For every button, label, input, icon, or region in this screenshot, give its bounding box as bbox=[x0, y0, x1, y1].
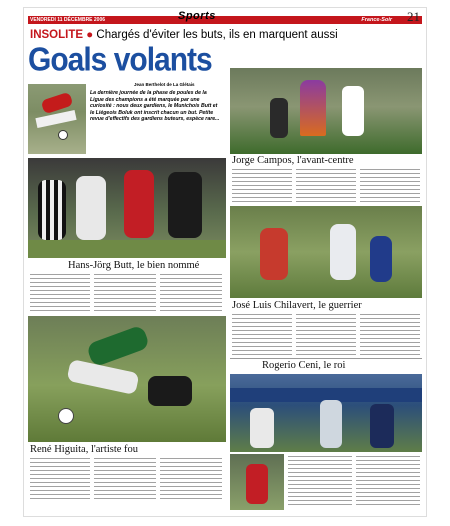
photo-goalkeeper-dive bbox=[28, 84, 86, 154]
article-text-campos-3 bbox=[360, 169, 420, 203]
lead-paragraph: La dernière journée de la phase de poules de la Ligue des champions a été marquée par une curiosité : nous deux gardiens, le Munichois Butt et le Liégeois Boluk ont inscrit chacun un but. Petite revue d'effectifs des gardiens buteurs, espèce rare... bbox=[90, 90, 220, 122]
brand-name: France-Soir bbox=[361, 17, 392, 23]
photo-ceni-small bbox=[230, 454, 284, 510]
article-text-butt bbox=[30, 274, 90, 314]
headline: Goals volants bbox=[28, 42, 212, 79]
section-title-chilavert: José Luis Chilavert, le guerrier bbox=[232, 300, 362, 311]
article-text-chilavert-3 bbox=[360, 314, 420, 356]
section-title-higuita: René Higuita, l'artiste fou bbox=[30, 444, 139, 455]
section-title-ceni: Rogerio Ceni, le roi bbox=[262, 360, 346, 371]
article-text-butt-3 bbox=[160, 274, 222, 314]
newspaper-page bbox=[24, 8, 426, 516]
kicker-label: INSOLITE bbox=[30, 29, 84, 41]
page-number: 21 bbox=[407, 9, 420, 24]
byline: Jean Berthelot de La Glétais bbox=[134, 82, 195, 87]
photo-jorge-campos bbox=[230, 68, 422, 154]
section-title-butt: Hans-Jörg Butt, le bien nommé bbox=[68, 260, 200, 271]
section-title-campos: Jorge Campos, l'avant-centre bbox=[232, 155, 354, 166]
article-text-campos-2 bbox=[296, 169, 356, 203]
article-text-ceni bbox=[288, 456, 352, 508]
article-text-ceni-2 bbox=[356, 456, 420, 508]
bullet-icon: ● bbox=[86, 29, 94, 41]
photo-chilavert bbox=[230, 206, 422, 298]
photo-higuita bbox=[28, 316, 226, 442]
article-text-butt-2 bbox=[94, 274, 156, 314]
page-header bbox=[28, 10, 422, 24]
article-text-chilavert bbox=[232, 314, 292, 356]
separator bbox=[230, 358, 422, 359]
kicker-text: Chargés d'éviter les buts, ils en marquent aussi bbox=[96, 29, 338, 41]
article-text-higuita-3 bbox=[160, 458, 222, 502]
photo-rogerio-ceni bbox=[230, 374, 422, 452]
article-text-higuita-2 bbox=[94, 458, 156, 502]
article-text-higuita bbox=[30, 458, 90, 502]
section-title: Sports bbox=[178, 10, 216, 22]
photo-hans-jorg-butt bbox=[28, 158, 226, 258]
header-date: VENDREDI 11 DÉCEMBRE 2006 bbox=[30, 17, 106, 23]
article-text-chilavert-2 bbox=[296, 314, 356, 356]
article-text-campos bbox=[232, 169, 292, 203]
kicker bbox=[30, 28, 338, 42]
